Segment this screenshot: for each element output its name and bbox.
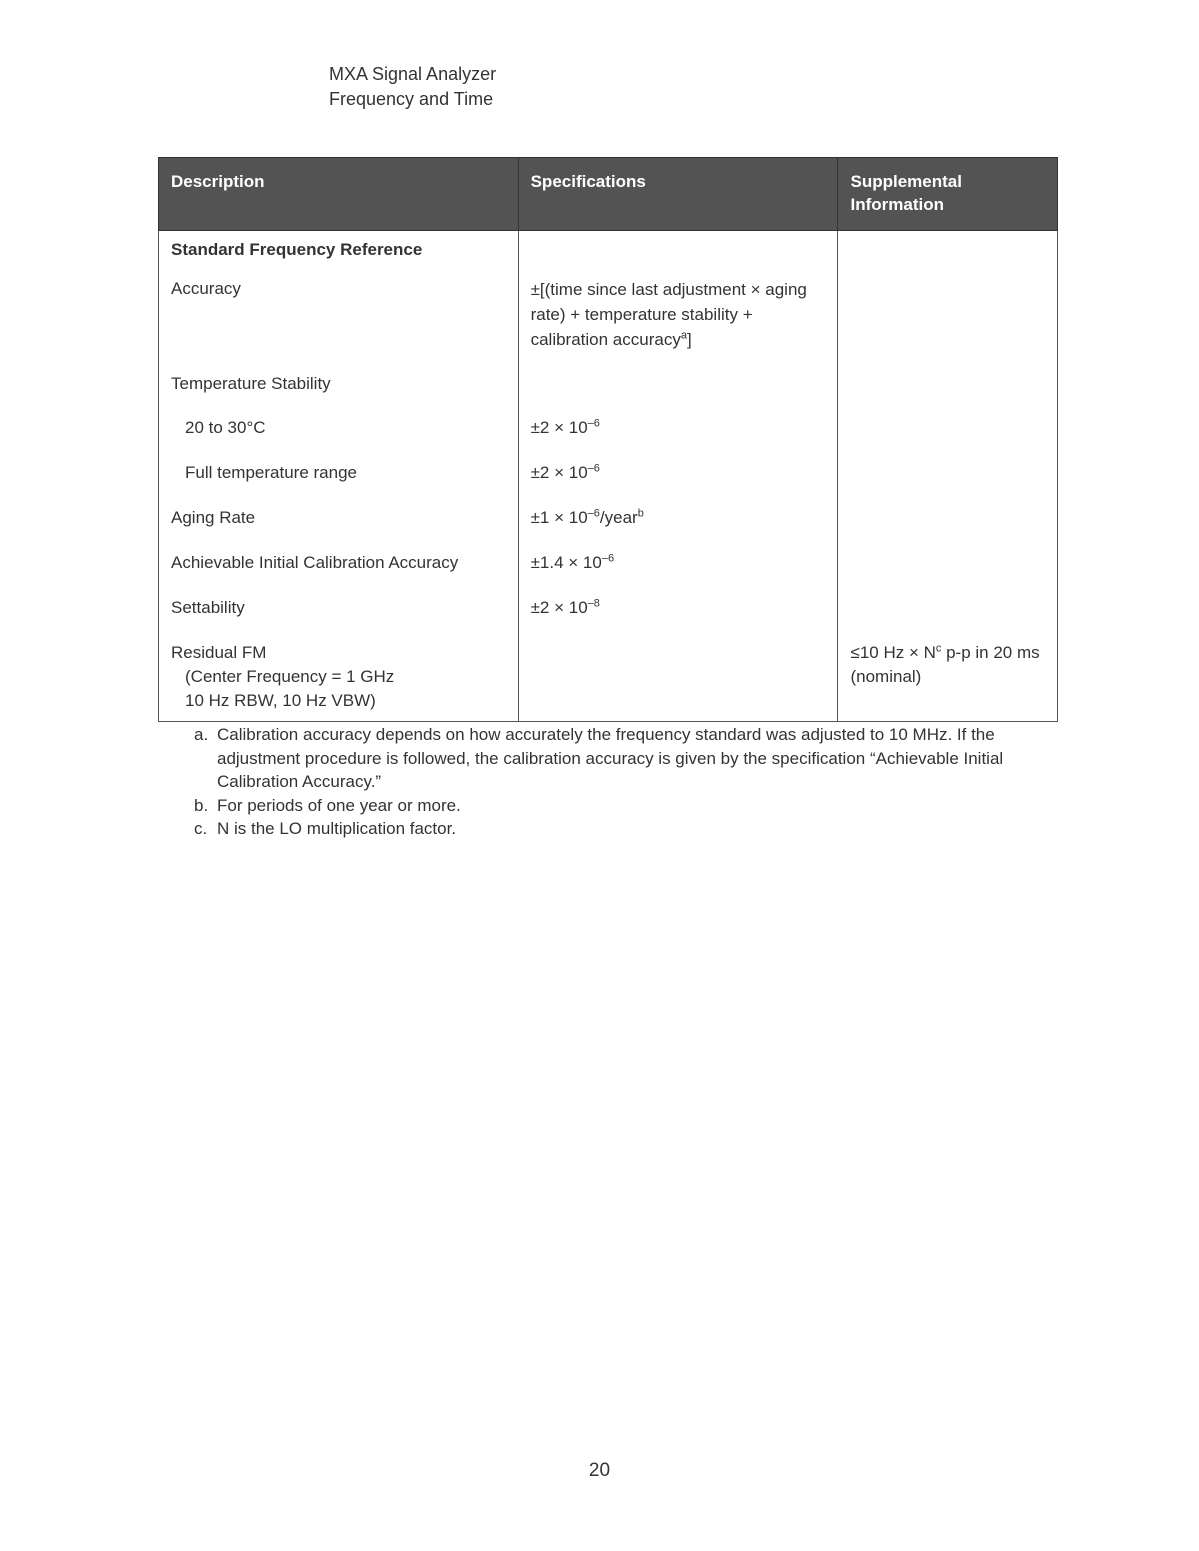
row-supp — [838, 596, 1058, 641]
table-row — [159, 372, 1058, 416]
running-header — [329, 62, 496, 112]
section-title: Standard Frequency Reference — [159, 231, 519, 272]
spec-exponent: –6 — [587, 462, 600, 475]
table-row — [159, 271, 1058, 372]
section-row — [159, 231, 1058, 272]
row-spec — [518, 551, 838, 596]
col-header-supplemental-label: Supplemental Information — [850, 172, 962, 214]
row-spec — [518, 416, 838, 461]
row-desc-line2: (Center Frequency = 1 GHz — [185, 667, 395, 686]
footnote-label: b. — [194, 795, 209, 815]
footnote — [194, 817, 1034, 841]
footnote-text: For periods of one year or more. — [217, 795, 461, 815]
spec-text: ±2 × 10 — [530, 598, 588, 617]
table-row — [159, 641, 1058, 722]
spec-table — [158, 157, 1058, 722]
spec-text: ±1.4 × 10 — [530, 553, 602, 572]
supp-text: ≤10 Hz × N — [850, 643, 936, 662]
col-header-description: Description — [159, 158, 519, 231]
spec-text: ±1 × 10 — [530, 508, 588, 527]
spec-exponent: –6 — [587, 417, 600, 430]
row-supp — [838, 641, 1058, 722]
row-spec — [518, 641, 838, 722]
row-supp — [838, 416, 1058, 461]
spec-exponent: –6 — [601, 552, 615, 565]
spec-text: ±[(time since last adjustment × aging rate) + temperature stability + calibration accuracy — [530, 280, 807, 349]
spec-text-after: ] — [686, 330, 692, 349]
footnote-ref: a — [680, 329, 687, 342]
row-desc: Settability — [159, 596, 519, 641]
footnote-text: N is the LO multiplication factor. — [217, 819, 457, 838]
footnote-label: a. — [194, 725, 209, 744]
supp-text-after: p-p in 20 ms (nominal) — [850, 643, 1040, 686]
empty-cell — [838, 231, 1058, 272]
row-desc: 20 to 30°C — [159, 416, 519, 461]
table-row — [159, 596, 1058, 641]
row-supp — [838, 551, 1058, 596]
row-supp — [838, 506, 1058, 551]
row-desc: Full temperature range — [159, 461, 519, 506]
row-spec — [518, 372, 838, 416]
row-desc: Temperature Stability — [159, 372, 519, 416]
row-desc-line1: Residual FM — [171, 643, 267, 662]
row-desc-line3: 10 Hz RBW, 10 Hz VBW) — [185, 691, 376, 710]
spec-exponent: –8 — [587, 597, 600, 610]
footnote-text: Calibration accuracy depends on how accurately the frequency standard was adjusted to 10 MHz. If the adjustment procedure is followed, the calibration accuracy is given by the specification “Achievable Initial Calibration Accuracy.” — [217, 725, 1004, 791]
col-header-supplemental — [838, 158, 1058, 231]
footnote — [194, 794, 1034, 818]
row-desc — [159, 641, 519, 722]
row-spec — [518, 461, 838, 506]
footnote-ref: c — [935, 642, 942, 655]
footnote-label: c. — [194, 819, 208, 838]
footnote — [194, 723, 1034, 794]
table-row — [159, 551, 1058, 596]
spec-unit: /year — [599, 508, 638, 527]
spec-text: ±2 × 10 — [530, 418, 588, 437]
spec-text: ±2 × 10 — [530, 463, 588, 482]
table-header-row — [159, 158, 1058, 231]
footnote-ref: b — [637, 507, 644, 520]
header-section: Frequency and Time — [329, 89, 494, 109]
empty-cell — [518, 231, 838, 272]
col-header-specifications: Specifications — [518, 158, 838, 231]
spec-exponent: –6 — [587, 507, 600, 520]
row-desc: Aging Rate — [159, 506, 519, 551]
row-supp — [838, 372, 1058, 416]
row-desc: Accuracy — [159, 271, 519, 372]
page-number: 20 — [588, 1460, 611, 1481]
header-product: MXA Signal Analyzer — [329, 64, 497, 84]
row-supp — [838, 461, 1058, 506]
table-row — [159, 416, 1058, 461]
row-spec — [518, 596, 838, 641]
table-row — [159, 506, 1058, 551]
table-row — [159, 461, 1058, 506]
row-spec — [518, 271, 838, 372]
row-supp — [838, 271, 1058, 372]
footnotes — [194, 723, 1034, 841]
row-desc: Achievable Initial Calibration Accuracy — [159, 551, 519, 596]
row-spec — [518, 506, 838, 551]
